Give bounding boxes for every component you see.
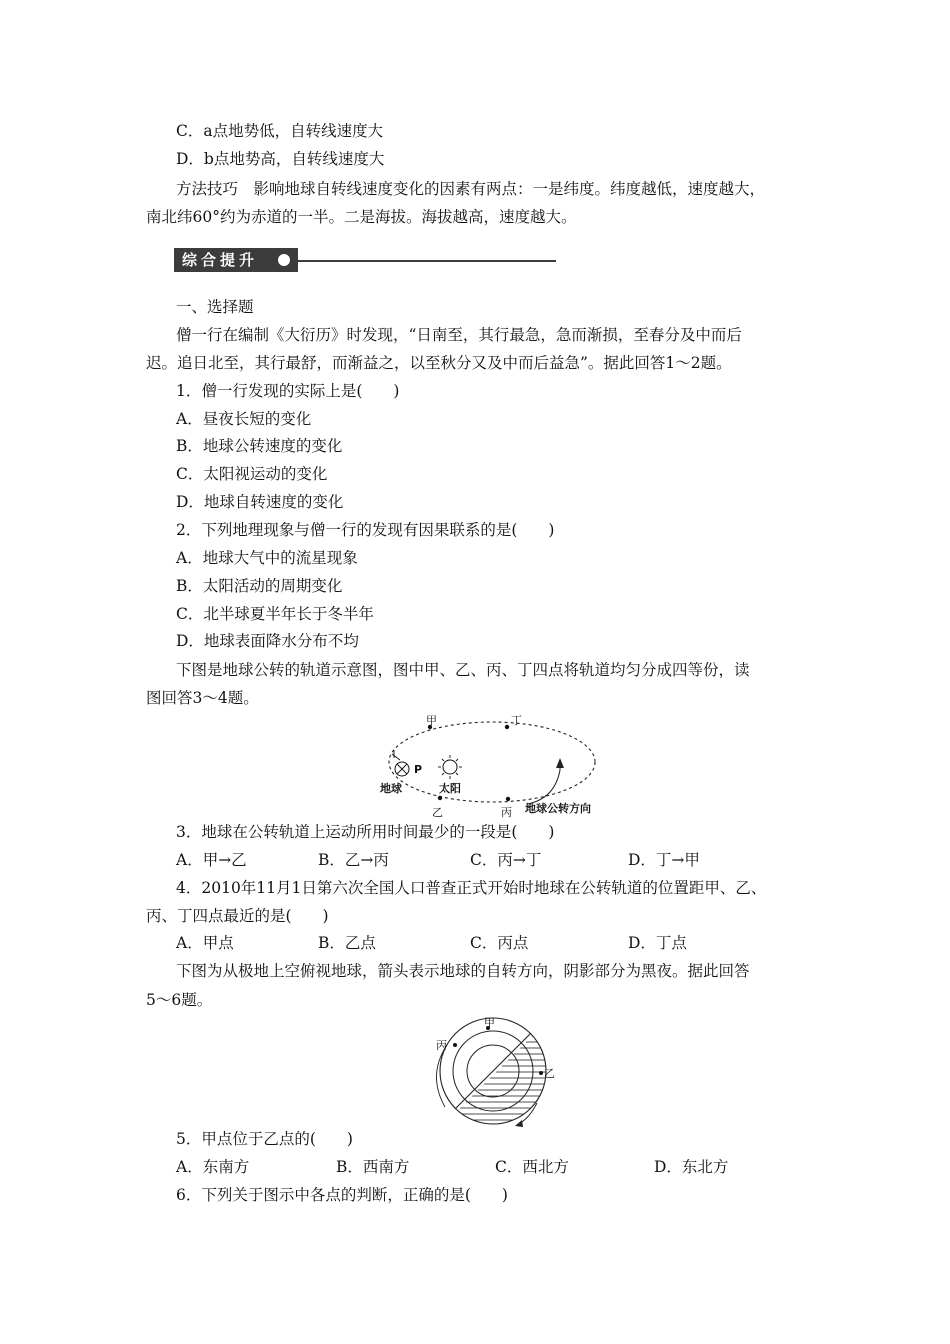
intro-12-line-2: 迟。追日北至，其行最舒，而渐益之，以至秋分又及中而后益急”。据此回答1～2题。	[146, 354, 732, 372]
question-5: 5．甲点位于乙点的( )	[176, 1130, 353, 1148]
point-bing	[453, 1043, 457, 1047]
method-tip-line-1: 方法技巧 影响地球自转线速度变化的因素有两点：一是纬度。纬度越低，速度越大，	[176, 180, 766, 198]
question-3: 3．地球在公转轨道上运动所用时间最少的一段是( )	[176, 823, 555, 841]
question-2: 2．下列地理现象与僧一行的发现有因果联系的是( )	[176, 521, 555, 539]
q5-option-b: B．西南方	[336, 1158, 410, 1176]
section-banner	[174, 248, 298, 272]
question-1: 1．僧一行发现的实际上是( )	[176, 382, 400, 400]
point-yi	[438, 796, 442, 800]
intro-56-line-1: 下图为从极地上空俯视地球，箭头表示地球的自转方向，阴影部分为黑夜。据此回答	[176, 962, 750, 980]
q2-option-b: B．太阳活动的周期变化	[176, 577, 343, 595]
question-4-line-2: 丙、丁四点最近的是( )	[146, 907, 329, 925]
revolution-arrow	[528, 768, 560, 804]
q5-option-c: C．西北方	[495, 1158, 569, 1176]
rotation-arrow-icon	[515, 1120, 523, 1127]
rotation-arc-left	[436, 1045, 447, 1107]
banner-dot-icon	[278, 254, 290, 266]
q4-option-a: A．甲点	[176, 934, 234, 952]
q1-option-a: A．昼夜长短的变化	[176, 410, 312, 428]
point-ding	[505, 725, 509, 729]
q2-option-a: A．地球大气中的流星现象	[176, 549, 358, 567]
label-jia: 甲	[426, 714, 437, 727]
q3-option-a: A．甲→乙	[176, 851, 247, 869]
intro-34-line-1: 下图是地球公转的轨道示意图，图中甲、乙、丙、丁四点将轨道均匀分成四等份，读	[176, 661, 750, 679]
banner-rule	[298, 260, 556, 262]
question-4-line-1: 4．2010年11月1日第六次全国人口普查正式开始时地球在公转轨道的位置距甲、乙、	[176, 879, 767, 897]
q5-option-a: A．东南方	[176, 1158, 250, 1176]
q2-option-c: C．北半球夏半年长于冬半年	[176, 605, 374, 623]
option-c-prev: C．a点地势低，自转线速度大	[176, 122, 384, 140]
q1-option-c: C．太阳视运动的变化	[176, 465, 328, 483]
method-tip-line-2: 南北纬60°约为赤道的一半。二是海拔。海拔越高，速度越大。	[146, 208, 577, 226]
label-direction: 地球公转方向	[525, 802, 591, 815]
sun-icon	[438, 755, 462, 779]
section-heading: 一、选择题	[176, 298, 254, 316]
q5-option-d: D．东北方	[654, 1158, 729, 1176]
point-yi	[539, 1071, 543, 1075]
intro-12-line-1: 僧一行在编制《大衍历》时发现，“日南至，其行最急，急而渐损，至春分及中而后	[176, 326, 742, 344]
q2-option-d: D．地球表面降水分布不均	[176, 632, 359, 650]
label-yi: 乙	[544, 1067, 555, 1080]
question-6: 6．下列关于图示中各点的判断，正确的是( )	[176, 1186, 508, 1204]
option-d-prev: D．b点地势高，自转线速度大	[176, 150, 385, 168]
orbit-ellipse	[389, 722, 595, 802]
q4-option-d: D．丁点	[628, 934, 687, 952]
point-bing	[506, 797, 510, 801]
label-bing: 丙	[501, 806, 512, 819]
q3-option-c: C．丙→丁	[470, 851, 542, 869]
label-bing: 丙	[436, 1039, 447, 1052]
intro-34-line-2: 图回答3～4题。	[146, 689, 259, 707]
q4-option-c: C．丙点	[470, 934, 529, 952]
label-p: P	[414, 763, 423, 776]
label-jia: 甲	[484, 1016, 495, 1029]
label-sun: 太阳	[439, 782, 461, 795]
q1-option-b: B．地球公转速度的变化	[176, 437, 343, 455]
q4-option-b: B．乙点	[318, 934, 376, 952]
arrowhead-icon	[556, 758, 564, 768]
label-earth: 地球	[380, 782, 402, 795]
q3-option-b: B．乙→丙	[318, 851, 389, 869]
q1-option-d: D．地球自转速度的变化	[176, 493, 344, 511]
label-yi: 乙	[432, 806, 443, 819]
polar-view-diagram	[425, 1015, 565, 1130]
orbit-diagram	[370, 710, 620, 820]
section-banner-label: 综合提升	[182, 251, 259, 269]
q3-option-d: D．丁→甲	[628, 851, 700, 869]
label-ding: 丁	[511, 714, 522, 727]
intro-56-line-2: 5～6题。	[146, 991, 213, 1009]
